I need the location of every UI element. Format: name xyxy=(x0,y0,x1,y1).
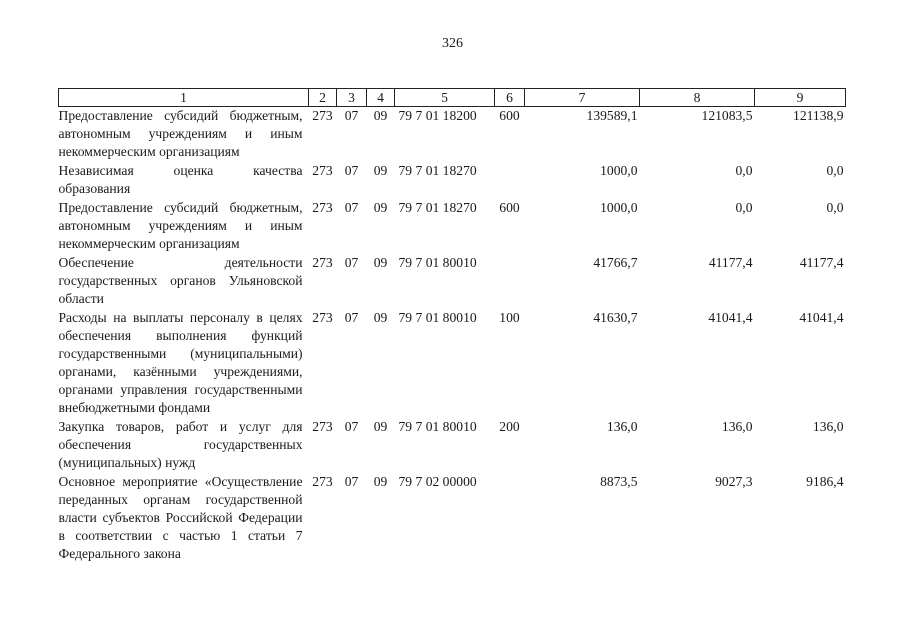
cell-rz: 07 xyxy=(344,474,359,489)
cell-value-3: 41177,4 xyxy=(799,255,844,270)
cell-grbs: 273 xyxy=(312,419,333,434)
column-header: 7 xyxy=(525,89,640,107)
table-row xyxy=(59,254,846,309)
cell-value-2: 41041,4 xyxy=(708,310,753,325)
cell-csr: 79 7 01 80010 xyxy=(398,255,477,270)
row-name: Предоставление субсидий бюджетным, автономным учреждениям и иным некоммерческим организациям xyxy=(58,200,303,251)
cell-value-3: 9186,4 xyxy=(806,474,844,489)
cell-value-1: 136,0 xyxy=(606,419,638,434)
cell-grbs: 273 xyxy=(312,474,333,489)
cell-value-3: 121138,9 xyxy=(793,108,844,123)
cell-csr: 79 7 01 18270 xyxy=(398,200,477,215)
cell-value-1: 41630,7 xyxy=(593,310,638,325)
cell-value-3: 136,0 xyxy=(812,419,844,434)
column-header: 3 xyxy=(337,89,367,107)
page-number: 326 xyxy=(442,36,463,51)
cell-grbs: 273 xyxy=(312,255,333,270)
column-header: 9 xyxy=(755,89,846,107)
cell-csr: 79 7 01 80010 xyxy=(398,419,477,434)
cell-rz: 07 xyxy=(344,108,359,123)
row-name: Расходы на выплаты персоналу в целях обеспечения выполнения функций государственными (муниципальными) органами, казёнными учреждениями, органами управления государственными внебюджетными фондами xyxy=(58,310,303,415)
cell-value-1: 1000,0 xyxy=(600,163,638,178)
cell-value-3: 0,0 xyxy=(826,200,844,215)
cell-grbs: 273 xyxy=(312,200,333,215)
cell-value-2: 0,0 xyxy=(735,200,753,215)
column-header: 6 xyxy=(495,89,525,107)
column-header: 2 xyxy=(309,89,337,107)
cell-rz: 07 xyxy=(344,419,359,434)
cell-csr: 79 7 01 18270 xyxy=(398,163,477,178)
cell-vr xyxy=(495,254,525,309)
cell-csr: 79 7 01 80010 xyxy=(398,310,477,325)
row-name: Предоставление субсидий бюджетным, автономным учреждениям и иным некоммерческим организациям xyxy=(58,108,303,159)
cell-grbs: 273 xyxy=(312,163,333,178)
cell-pr: 09 xyxy=(373,419,388,434)
column-header: 1 xyxy=(59,89,309,107)
cell-value-2: 41177,4 xyxy=(708,255,753,270)
cell-rz: 07 xyxy=(344,255,359,270)
table-row xyxy=(59,107,846,163)
cell-pr: 09 xyxy=(373,255,388,270)
cell-pr: 09 xyxy=(373,200,388,215)
cell-grbs: 273 xyxy=(312,108,333,123)
cell-pr: 09 xyxy=(373,310,388,325)
table-row xyxy=(59,162,846,199)
table-row xyxy=(59,309,846,418)
cell-pr: 09 xyxy=(373,474,388,489)
row-name: Обеспечение деятельности государственных органов Ульяновской области xyxy=(58,255,303,306)
cell-vr: 100 xyxy=(499,310,520,325)
cell-rz: 07 xyxy=(344,200,359,215)
table-row xyxy=(59,418,846,473)
cell-vr xyxy=(495,473,525,564)
cell-value-1: 41766,7 xyxy=(593,255,638,270)
cell-value-2: 9027,3 xyxy=(715,474,753,489)
column-header: 4 xyxy=(367,89,395,107)
cell-value-3: 0,0 xyxy=(826,163,844,178)
cell-pr: 09 xyxy=(373,108,388,123)
cell-value-1: 1000,0 xyxy=(600,200,638,215)
cell-csr: 79 7 02 00000 xyxy=(398,474,477,489)
cell-rz: 07 xyxy=(344,310,359,325)
row-name: Основное мероприятие «Осуществление переданных органам государственной власти субъектов Российской Федерации в соответствии с частью 1 статьи 7 Федерального закона xyxy=(58,474,303,561)
row-name: Независимая оценка качества образования xyxy=(58,163,303,196)
cell-vr: 600 xyxy=(499,108,520,123)
cell-vr xyxy=(495,162,525,199)
cell-value-2: 121083,5 xyxy=(701,108,753,123)
column-header: 5 xyxy=(395,89,495,107)
cell-value-1: 8873,5 xyxy=(600,474,638,489)
column-header: 8 xyxy=(640,89,755,107)
cell-csr: 79 7 01 18200 xyxy=(398,108,477,123)
table-row xyxy=(59,473,846,564)
table-row xyxy=(59,199,846,254)
cell-value-2: 0,0 xyxy=(735,163,753,178)
table-header xyxy=(59,89,846,107)
row-name: Закупка товаров, работ и услуг для обеспечения государственных (муниципальных) нужд xyxy=(58,419,303,470)
cell-pr: 09 xyxy=(373,163,388,178)
cell-grbs: 273 xyxy=(312,310,333,325)
cell-value-1: 139589,1 xyxy=(586,108,638,123)
budget-table xyxy=(58,88,846,564)
cell-value-3: 41041,4 xyxy=(799,310,844,325)
cell-vr: 200 xyxy=(499,419,520,434)
cell-rz: 07 xyxy=(344,163,359,178)
cell-value-2: 136,0 xyxy=(721,419,753,434)
cell-vr: 600 xyxy=(499,200,520,215)
